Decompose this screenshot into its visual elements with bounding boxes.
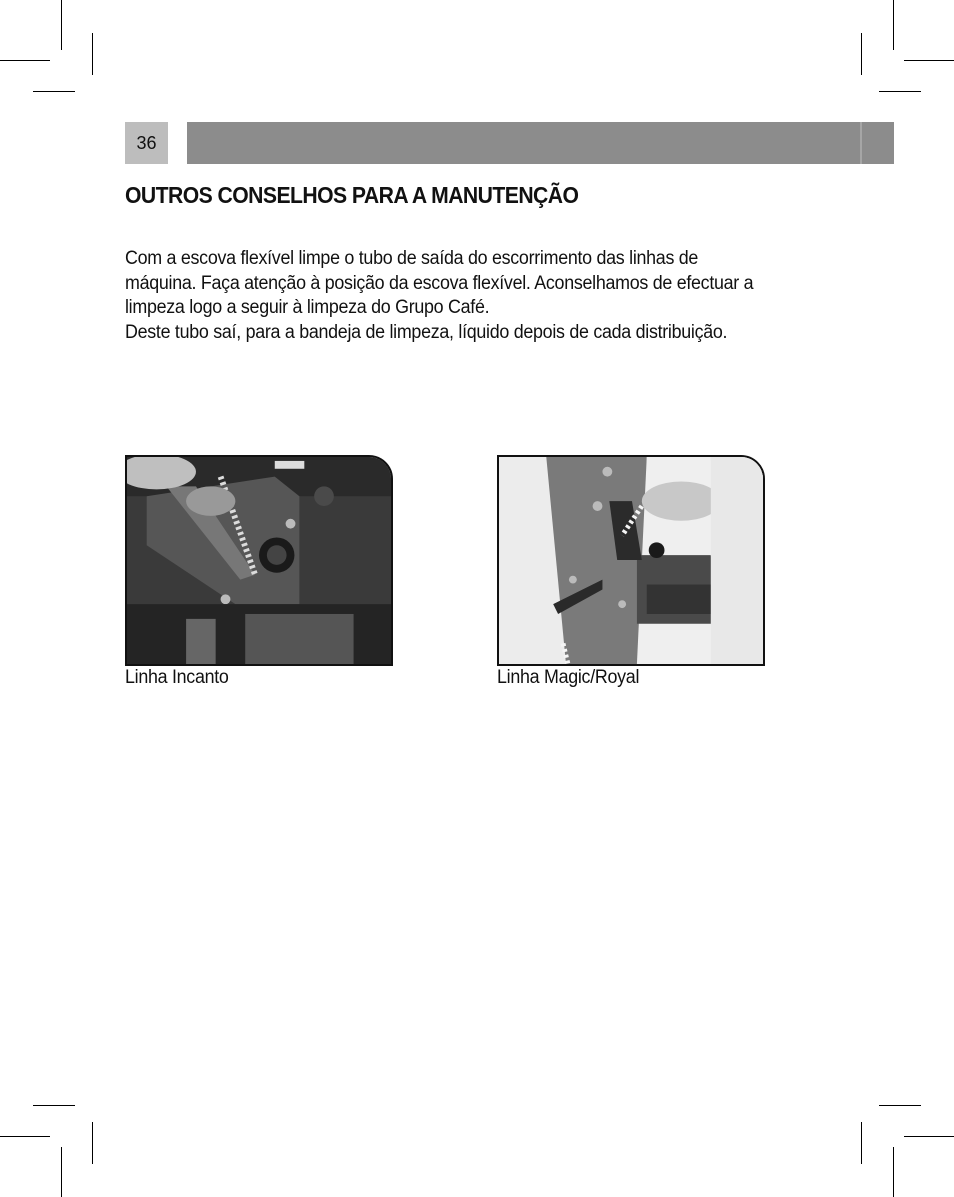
- photo-incanto: [125, 455, 393, 666]
- crop-mark: [879, 91, 921, 92]
- page-number: [125, 122, 168, 164]
- photo-incanto-image: [127, 457, 391, 664]
- crop-mark: [861, 33, 862, 75]
- crop-mark: [33, 91, 75, 92]
- crop-mark: [904, 1136, 954, 1137]
- body-line: máquina. Faça atenção à posição da escova flexível. Aconselhamos de efectuar a: [125, 272, 754, 294]
- crop-mark: [893, 1147, 894, 1197]
- body-text: [125, 247, 845, 345]
- figure-caption-incanto: Linha Incanto: [125, 667, 229, 688]
- page-number-label: 36: [136, 132, 157, 153]
- crop-mark: [61, 1147, 62, 1197]
- crop-mark: [904, 60, 954, 61]
- body-line: Com a escova flexível limpe o tubo de saída do escorrimento das linhas de: [125, 248, 699, 269]
- photo-magic-royal-image: [499, 457, 763, 664]
- body-line: limpeza logo a seguir à limpeza do Grupo Café.: [125, 297, 490, 318]
- crop-mark: [893, 0, 894, 50]
- crop-mark: [33, 1105, 75, 1106]
- crop-mark: [92, 1122, 93, 1164]
- crop-mark: [61, 0, 62, 50]
- header-bar: [187, 122, 894, 164]
- figure-caption-magic-royal: Linha Magic/Royal: [497, 667, 640, 688]
- crop-mark: [0, 1136, 50, 1137]
- crop-mark: [879, 1105, 921, 1106]
- crop-mark: [861, 1122, 862, 1164]
- section-title: OUTROS CONSELHOS PARA A MANUTENÇÃO: [125, 182, 579, 208]
- header-bar-divider: [860, 122, 862, 164]
- crop-mark: [0, 60, 50, 61]
- body-line: Deste tubo saí, para a bandeja de limpeza, líquido depois de cada distribuição.: [125, 321, 728, 343]
- crop-mark: [92, 33, 93, 75]
- photo-magic-royal: [497, 455, 765, 666]
